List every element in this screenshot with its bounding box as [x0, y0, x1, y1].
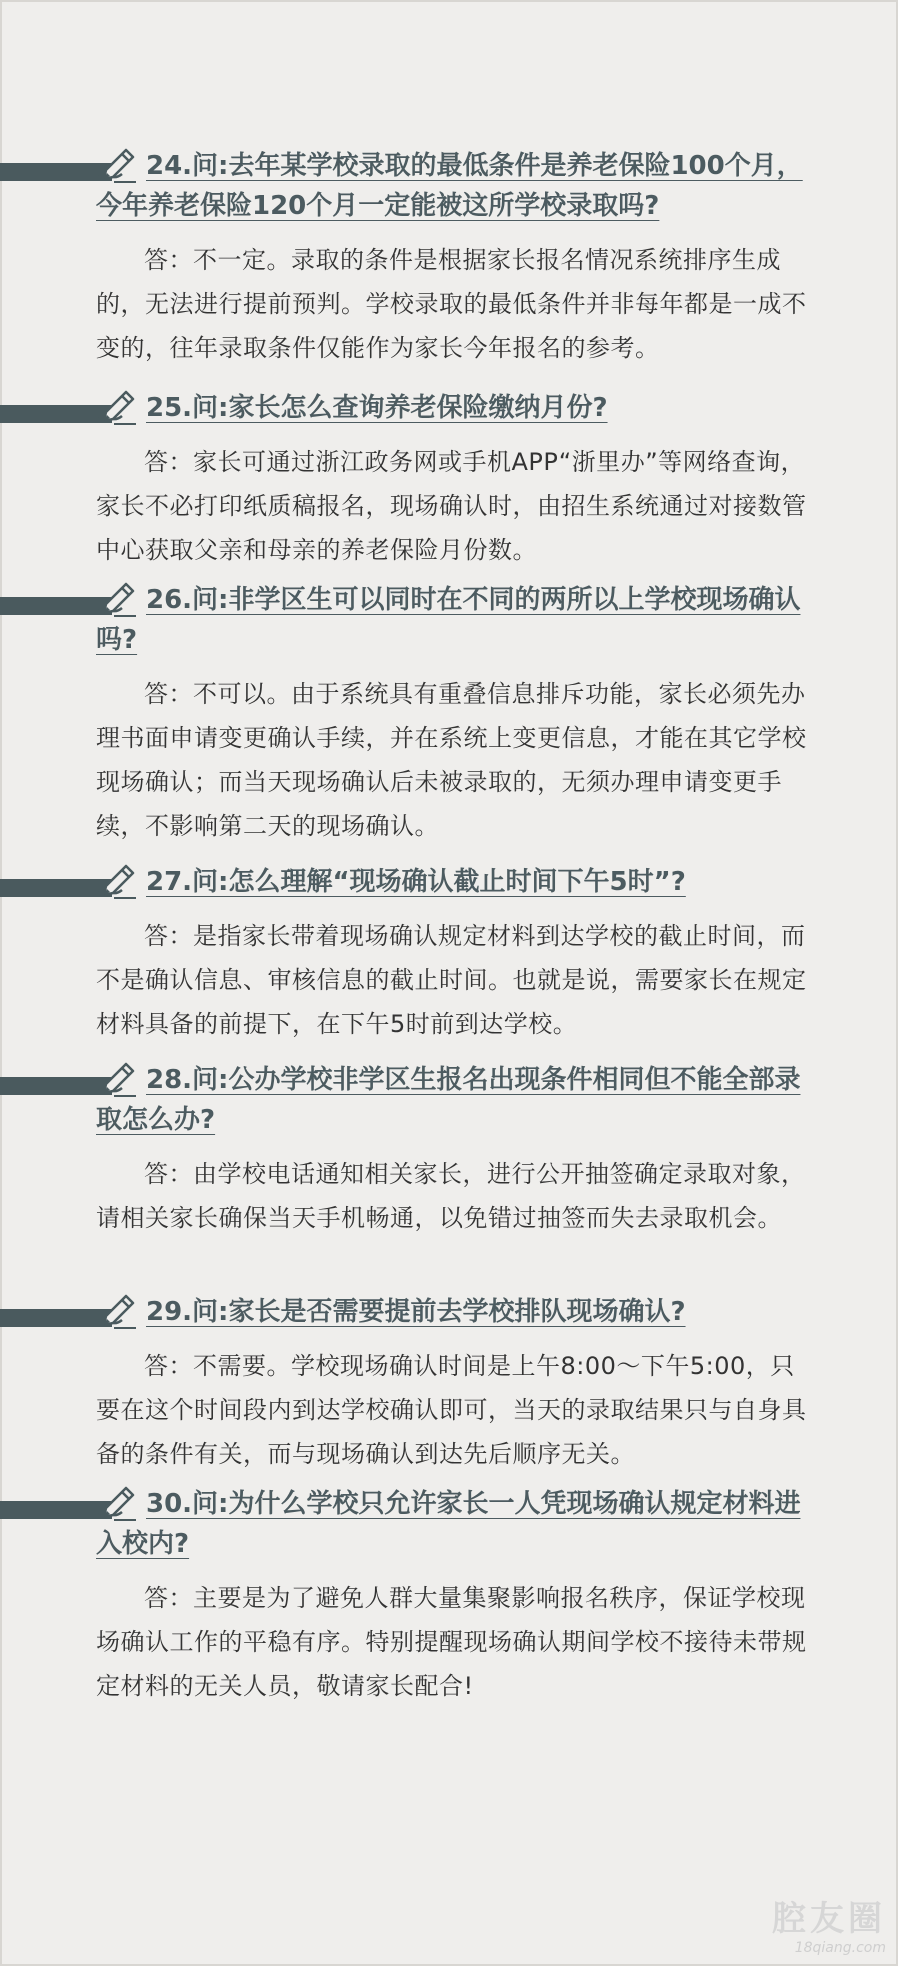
qa-item-25 — [0, 388, 898, 572]
question-heading — [0, 862, 898, 902]
pencil-writing-icon — [92, 1484, 138, 1524]
question-heading — [0, 1060, 898, 1140]
question-heading — [0, 580, 898, 660]
qa-item-30 — [0, 1484, 898, 1708]
watermark-url: 18qiang.com — [794, 1940, 886, 1956]
question-text: 29.问:家长是否需要提前去学校排队现场确认? — [146, 1297, 686, 1327]
answer-text: 答：不需要。学校现场确认时间是上午8:00～下午5:00，只要在这个时间段内到达学校确认即可，当天的录取结果只与自身具备的条件有关，而与现场确认到达先后顺序无关。 — [96, 1352, 807, 1468]
pencil-writing-icon — [92, 862, 138, 902]
qa-item-27 — [0, 862, 898, 1046]
answer-text: 答：不可以。由于系统具有重叠信息排斥功能，家长必须先办理书面申请变更确认手续，并在系统上变更信息，才能在其它学校现场确认；而当天现场确认后未被录取的，无须办理申请变更手续，不影响第二天的现场确认。 — [96, 680, 807, 840]
answer-text: 答：不一定。录取的条件是根据家长报名情况系统排序生成的，无法进行提前预判。学校录取的最低条件并非每年都是一成不变的，往年录取条件仅能作为家长今年报名的参考。 — [96, 246, 807, 362]
question-text: 28.问:公办学校非学区生报名出现条件相同但不能全部录取怎么办? — [96, 1065, 801, 1135]
answer-text: 答：是指家长带着现场确认规定材料到达学校的截止时间，而不是确认信息、审核信息的截止时间。也就是说，需要家长在规定材料具备的前提下，在下午5时前到达学校。 — [96, 922, 807, 1038]
question-text: 27.问:怎么理解“现场确认截止时间下午5时”? — [146, 867, 686, 897]
question-text: 24.问:去年某学校录取的最低条件是养老保险100个月，今年养老保险120个月一定能被这所学校录取吗? — [96, 151, 803, 221]
question-text: 30.问:为什么学校只允许家长一人凭现场确认规定材料进入校内? — [96, 1489, 801, 1559]
question-heading — [0, 388, 898, 428]
question-heading — [0, 1484, 898, 1564]
qa-item-28 — [0, 1060, 898, 1240]
pencil-writing-icon — [92, 146, 138, 186]
watermark-logo-text: 腔友圈 — [772, 1899, 886, 1939]
pencil-writing-icon — [92, 388, 138, 428]
question-heading — [0, 146, 898, 226]
question-heading — [0, 1292, 898, 1332]
qa-item-29 — [0, 1292, 898, 1476]
qa-item-24 — [0, 146, 898, 370]
question-text: 25.问:家长怎么查询养老保险缴纳月份? — [146, 393, 608, 423]
pencil-writing-icon — [92, 1060, 138, 1100]
pencil-writing-icon — [92, 1292, 138, 1332]
question-text: 26.问:非学区生可以同时在不同的两所以上学校现场确认吗? — [96, 585, 801, 655]
answer-text: 答：主要是为了避免人群大量集聚影响报名秩序，保证学校现场确认工作的平稳有序。特别提醒现场确认期间学校不接待未带规定材料的无关人员，敬请家长配合! — [96, 1584, 807, 1700]
answer-text: 答：由学校电话通知相关家长，进行公开抽签确定录取对象，请相关家长确保当天手机畅通，以免错过抽签而失去录取机会。 — [96, 1160, 806, 1232]
site-watermark — [772, 1891, 886, 1956]
pencil-writing-icon — [92, 580, 138, 620]
qa-item-26 — [0, 580, 898, 848]
answer-text: 答：家长可通过浙江政务网或手机APP“浙里办”等网络查询，家长不必打印纸质稿报名，现场确认时，由招生系统通过对接数管中心获取父亲和母亲的养老保险月份数。 — [96, 448, 807, 564]
